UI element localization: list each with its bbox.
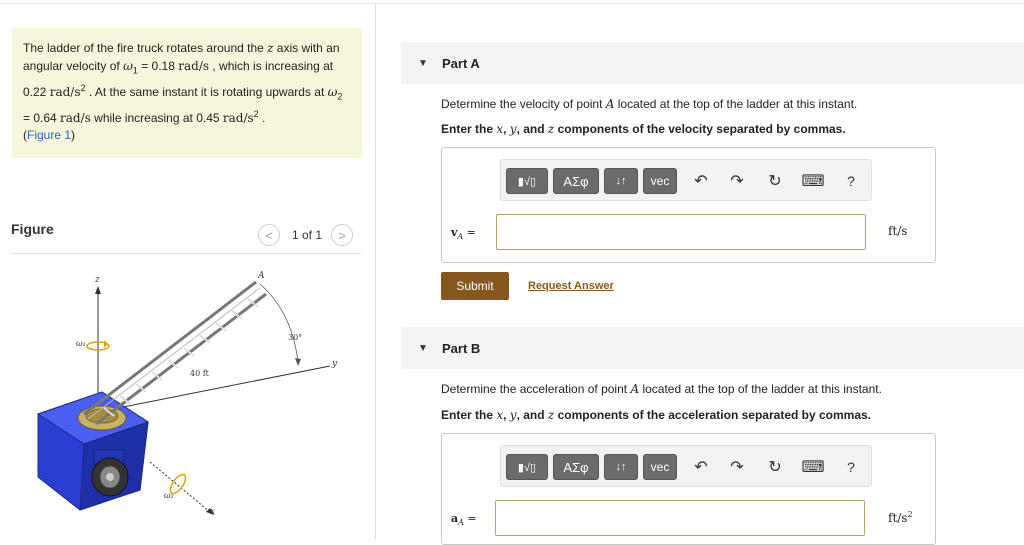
x-symbol: x — [496, 408, 504, 422]
part-a-question — [441, 97, 857, 111]
redo-icon[interactable]: ↷ — [730, 459, 744, 476]
column-divider — [375, 3, 376, 539]
request-answer-link[interactable]: Request Answer — [528, 280, 614, 292]
instr-text: , — [503, 408, 510, 422]
omega1-label: ω₁ — [76, 339, 86, 348]
part-a-answer-box — [441, 147, 936, 263]
angle-label: 30° — [288, 333, 303, 342]
question-text: Determine the velocity of point — [441, 97, 606, 111]
keyboard-icon[interactable]: ⌨ — [801, 459, 825, 476]
var-sub: A — [458, 518, 464, 528]
question-text: located at the top of the ladder at this instant. — [639, 382, 882, 396]
omega2-subscript: 2 — [337, 90, 343, 101]
top-border — [0, 3, 1024, 4]
unit-exponent: 2 — [907, 510, 913, 519]
vector-button[interactable]: vec — [643, 454, 677, 480]
omega1-subscript: 1 — [132, 64, 138, 75]
arrows-button[interactable]: ↓↑ — [604, 168, 638, 194]
collapse-triangle-icon[interactable]: ▼ — [418, 342, 428, 354]
figure-link-paren: ( — [23, 128, 27, 143]
submit-button[interactable]: Submit — [441, 272, 509, 300]
omega2-value: = 0.64 — [23, 110, 61, 125]
instr-text: components of the acceleration separated by commas. — [554, 408, 872, 422]
acceleration-variable-label — [451, 512, 477, 527]
y-axis-label: y — [332, 359, 338, 369]
help-icon[interactable]: ? — [847, 459, 855, 475]
question-text: located at the top of the ladder at this instant. — [614, 97, 858, 111]
figure-link[interactable]: Figure 1 — [27, 128, 72, 143]
vector-button[interactable]: vec — [643, 168, 677, 194]
var-main: v — [451, 226, 458, 239]
omega1-symbol: ω — [123, 58, 133, 73]
velocity-answer-input[interactable] — [496, 214, 866, 250]
alpha1-exponent: 2 — [80, 82, 86, 93]
greek-symbols-button[interactable]: ΑΣφ — [553, 454, 599, 480]
omega1-value: = 0.18 — [137, 58, 179, 73]
omega1-unit: rad/s — [178, 58, 210, 73]
point-a-label: A — [258, 271, 265, 281]
part-b-header[interactable] — [401, 327, 1024, 369]
part-a-instructions — [441, 122, 846, 136]
part-b-instructions — [441, 408, 871, 422]
undo-icon[interactable]: ↶ — [694, 173, 708, 190]
help-icon[interactable]: ? — [847, 173, 855, 189]
pager-count: 1 of 1 — [292, 228, 323, 242]
figure-title: Figure — [11, 221, 54, 237]
z-symbol: z — [547, 122, 555, 136]
x-axis-label: x — [210, 507, 216, 517]
velocity-unit: ft/s — [888, 224, 908, 238]
alpha1-unit: rad/s — [49, 84, 81, 99]
problem-statement — [12, 28, 362, 158]
figure-divider — [11, 253, 361, 254]
omega2-symbol: ω — [327, 84, 338, 99]
instr-text: , and — [516, 408, 548, 422]
figure-link-paren: ) — [71, 128, 76, 143]
undo-icon[interactable]: ↶ — [694, 459, 708, 476]
problem-text: while increasing at 0.45 — [90, 110, 223, 125]
part-a-title: Part A — [442, 55, 480, 71]
reset-icon[interactable]: ↻ — [768, 173, 782, 190]
var-sub: A — [457, 232, 464, 242]
redo-icon[interactable]: ↷ — [730, 173, 744, 190]
reset-icon[interactable]: ↻ — [768, 459, 782, 476]
var-eq: = — [463, 512, 477, 525]
alpha2-unit: rad/s — [222, 110, 254, 125]
problem-text: . — [258, 110, 266, 125]
acceleration-answer-input[interactable] — [495, 500, 865, 536]
alpha2-exponent: 2 — [253, 108, 259, 119]
collapse-triangle-icon[interactable]: ▼ — [418, 57, 428, 69]
acceleration-unit — [888, 510, 913, 525]
z-symbol: z — [547, 408, 555, 422]
problem-text: , which is increasing at 0.22 — [23, 58, 334, 99]
truck — [38, 392, 148, 510]
axis-variable: z — [267, 41, 274, 55]
figure-pager — [258, 224, 353, 246]
part-b-question — [441, 382, 882, 396]
problem-text: The ladder of the fire truck rotates around the — [23, 41, 268, 55]
ladder-length-label: 40 ft — [190, 369, 209, 378]
velocity-variable-label — [451, 226, 476, 241]
y-symbol: y — [509, 408, 517, 422]
arrows-button[interactable]: ↓↑ — [604, 454, 638, 480]
templates-button[interactable]: ▮√▯ — [506, 454, 548, 480]
part-b-title: Part B — [442, 340, 481, 356]
z-axis-label: z — [95, 275, 100, 285]
omega2-label: ω₂ — [164, 491, 174, 500]
templates-button[interactable]: ▮√▯ — [506, 168, 548, 194]
prev-figure-button[interactable]: < — [258, 224, 280, 246]
part-a-header[interactable] — [401, 42, 1024, 84]
instr-text: components of the velocity separated by commas. — [554, 122, 846, 136]
problem-text: axis with an angular velocity of — [23, 41, 340, 73]
var-eq: = — [463, 226, 476, 239]
x-symbol: x — [496, 122, 504, 136]
question-text: Determine the acceleration of point — [441, 382, 631, 396]
point-symbol: A — [605, 97, 615, 111]
next-figure-button[interactable]: > — [331, 224, 353, 246]
instr-text: Enter the — [441, 122, 497, 136]
y-symbol: y — [509, 122, 517, 136]
instr-text: , — [503, 122, 510, 136]
var-main: a — [451, 512, 459, 525]
instr-text: Enter the — [441, 408, 497, 422]
omega2-unit: rad/s — [60, 110, 91, 125]
fire-truck-figure — [20, 262, 350, 537]
unit-base: ft/s — [888, 511, 908, 525]
instr-text: , and — [516, 122, 548, 136]
problem-text: . At the same instant it is rotating upwards at — [85, 84, 328, 99]
math-toolbar — [500, 445, 872, 487]
greek-symbols-button[interactable]: ΑΣφ — [553, 168, 599, 194]
point-symbol: A — [630, 382, 640, 396]
part-b-answer-box — [441, 433, 936, 545]
math-toolbar — [500, 159, 872, 201]
keyboard-icon[interactable]: ⌨ — [801, 173, 825, 190]
